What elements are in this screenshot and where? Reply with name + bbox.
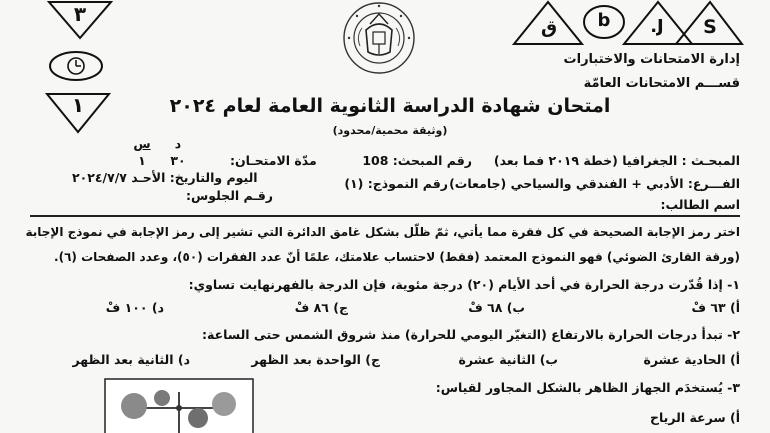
branch-line: الفـــرع: الأدبي + الفندقي والسياحي (جامعات) xyxy=(449,176,740,191)
subject-line: المبحـث : الجغرافيا (خطة ٢٠١٩ فما بعد) xyxy=(493,153,740,168)
question-3-text: ٣- يُستخدَم الجهاز الظاهر بالشكل المجاور لقياس: xyxy=(435,380,740,395)
question-2-option-d: د) الثانية بعد الظهر xyxy=(72,352,190,367)
question-1-option-b: ب) ٦٨ فْ xyxy=(468,300,525,315)
student-name-label: اسم الطالب: xyxy=(660,197,740,212)
code-letter-b: b xyxy=(597,10,611,31)
question-2-text: ٢- تبدأ درجات الحرارة بالارتفاع (التغيّر اليومي للحرارة) منذ شروق الشمس حتى الساعة: xyxy=(202,327,740,342)
instructions-line-2: (ورقة القارئ الضوئي) فهو النموذج المعتمد (فقط) لاحتساب علامتك، علمًا أنّ عدد الفقرات (٥٠)، وعدد الصفحات (٦). xyxy=(54,250,740,264)
day-date: اليوم والتاريخ: الأحـد ٢٠٢٤/٧/٧ xyxy=(72,170,258,185)
code-letter-s: S xyxy=(703,16,717,38)
question-2-option-a: أ) الحادية عشرة xyxy=(643,352,740,367)
exam-title: امتحان شهادة الدراسة الثانوية العامة لعام ٢٠٢٤ xyxy=(169,95,611,117)
header-divider xyxy=(30,215,740,217)
question-1-option-c: ج) ٨٦ فْ xyxy=(294,300,348,315)
triangle-three-number: ٣ xyxy=(73,2,87,26)
clock-icon xyxy=(48,50,104,82)
question-1-text: ١- إذا قُدّرت درجة الحرارة في أحد الأيام (٢٠) درجة مئوية، فإن الدرجة بالفهرنهايت تساوي: xyxy=(188,277,740,292)
code-letter-qaf: ق xyxy=(540,17,558,38)
section-name: قســـم الامتحانات العامّة xyxy=(583,76,740,91)
duration-minutes-head: د xyxy=(174,136,182,151)
code-letter-j: .J xyxy=(650,16,664,37)
classification-note: (وثيقة محمية/محدود) xyxy=(332,124,448,137)
model-number: رقم النموذج: (١) xyxy=(344,176,448,191)
question-1-option-d: د) ١٠٠ فْ xyxy=(105,300,164,315)
question-1-option-a: أ) ٦٣ فْ xyxy=(691,300,740,315)
question-2-option-c: ج) الواحدة بعد الظهر xyxy=(251,352,380,367)
duration-label: مدّة الامتحـان: xyxy=(230,153,317,168)
seat-number-label: رقـم الجلوس: xyxy=(186,188,273,203)
question-3-option-a: أ) سرعة الرياح xyxy=(649,410,740,425)
subject-code: رقم المبحث: 108 xyxy=(362,153,472,168)
duration-minutes-value: ٣٠ xyxy=(170,153,186,168)
kingdom-crest-icon xyxy=(340,0,418,78)
instructions-line-1: اختر رمز الإجابة الصحيحة في كل فقرة مما يأتي، ثمّ ظلّل بشكل غامق الدائرة التي تشير إلى رمز الإجابة في نموذج الإجابة xyxy=(25,225,740,239)
triangle-one-number: ١ xyxy=(71,93,85,117)
duration-hours-value: ١ xyxy=(138,153,146,168)
question-2-option-b: ب) الثانية عشرة xyxy=(458,352,558,367)
anemometer-figure xyxy=(104,378,254,433)
department-name: إدارة الامتحانات والاختبارات xyxy=(563,52,740,67)
duration-hours-head: س xyxy=(133,136,151,151)
